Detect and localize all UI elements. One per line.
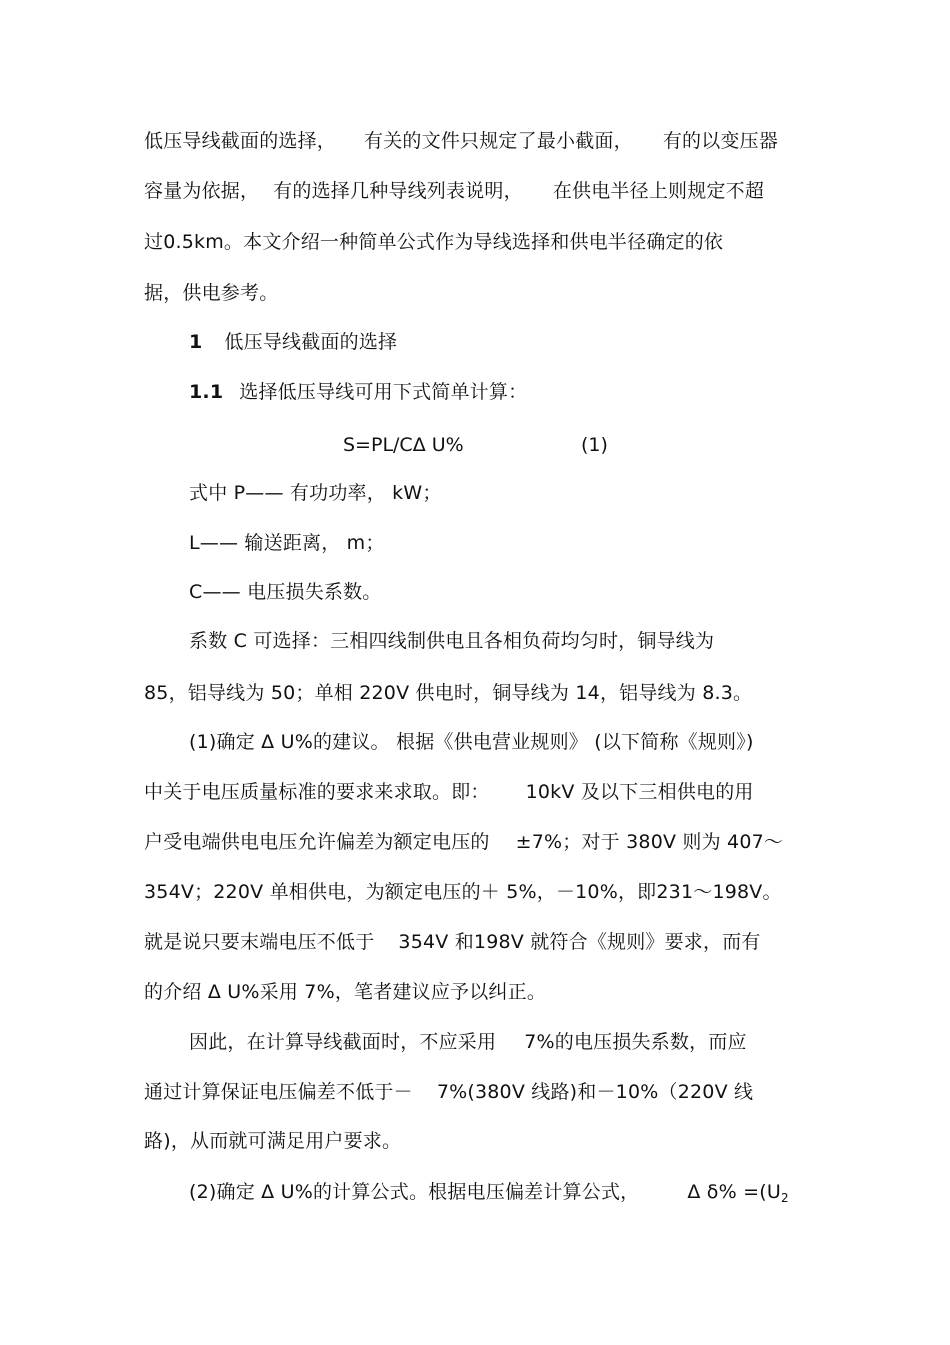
text-fragment: 因此，在计算导线截面时，不应采用 (189, 1031, 497, 1053)
formula-expression: S=PL/CΔ U% (343, 434, 464, 456)
text-fragment: (2)确定 Δ U%的计算公式。根据电压偏差计算公式， (189, 1181, 640, 1203)
item1-line-2 (144, 779, 814, 805)
coef-line-2: 85，铝导线为 50；单相 220V 供电时，铜导线为 14，铝导线为 8.3。 (144, 682, 753, 704)
text-fragment: 有的选择几种导线列表说明， (273, 180, 523, 202)
therefore-line-1 (189, 1029, 859, 1055)
subscript: 2 (780, 1191, 789, 1205)
text-fragment: 通过计算保证电压偏差不低于－ (144, 1081, 413, 1103)
text-fragment: 就是说只要末端电压不低于 (144, 931, 375, 953)
text-fragment: 在供电半径上则规定不超 (552, 180, 765, 202)
item1-line-1: (1)确定 Δ U%的建议。 根据《供电营业规则》 (以下简称《规则》) (189, 731, 754, 753)
section-title: 低压导线截面的选择 (224, 331, 398, 353)
text-fragment: 有的以变压器 (662, 130, 779, 152)
text-fragment: Δ δ% =(U (687, 1181, 781, 1203)
intro-line-3: 过0.5km。本文介绍一种简单公式作为导线选择和供电半径确定的依 (144, 231, 724, 253)
therefore-line-2 (144, 1079, 814, 1105)
text-fragment: 中关于电压质量标准的要求来求取。即： (144, 781, 490, 803)
section-number: 1.1 (189, 381, 224, 403)
coef-line-1: 系数 C 可选择：三相四线制供电且各相负荷均匀时，铜导线为 (189, 630, 715, 652)
section-1-heading (189, 329, 859, 355)
text-fragment: 户受电端供电电压允许偏差为额定电压的 (144, 831, 490, 853)
intro-line-1 (144, 128, 814, 154)
intro-line-4: 据，供电参考。 (144, 282, 279, 304)
section-1-1-heading (189, 379, 859, 405)
text-fragment: 354V 和198V 就符合《规则》要求，而有 (398, 931, 761, 953)
item1-line-4: 354V；220V 单相供电，为额定电压的＋ 5%，－10%，即231～198V。 (144, 881, 782, 903)
text-fragment: ±7%；对于 380V 则为 407～ (515, 831, 784, 853)
intro-line-2 (144, 178, 814, 204)
item1-line-6: 的介绍 Δ U%采用 7%，笔者建议应予以纠正。 (144, 981, 547, 1003)
section-number: 1 (189, 331, 203, 353)
definition-l: L—— 输送距离， m； (189, 532, 385, 554)
text-fragment: 低压导线截面的选择， (144, 130, 337, 152)
item2-line-1 (189, 1179, 859, 1211)
section-title: 选择低压导线可用下式简单计算： (239, 381, 528, 403)
therefore-line-3: 路)，从而就可满足用户要求。 (144, 1130, 402, 1152)
text-fragment: 7%的电压损失系数，而应 (524, 1031, 747, 1053)
definition-p: 式中 P—— 有功功率， kW； (189, 482, 442, 504)
text-fragment: 容量为依据， (144, 180, 260, 202)
definition-c: C—— 电压损失系数。 (189, 581, 382, 603)
formula-number: (1) (581, 434, 608, 456)
text-fragment: 有关的文件只规定了最小截面， (364, 130, 633, 152)
text-fragment: 7%(380V 线路)和－10%（220V 线 (436, 1081, 754, 1103)
item1-line-3 (144, 829, 814, 855)
text-fragment: 10kV 及以下三相供电的用 (525, 781, 754, 803)
item1-line-5 (144, 929, 814, 955)
